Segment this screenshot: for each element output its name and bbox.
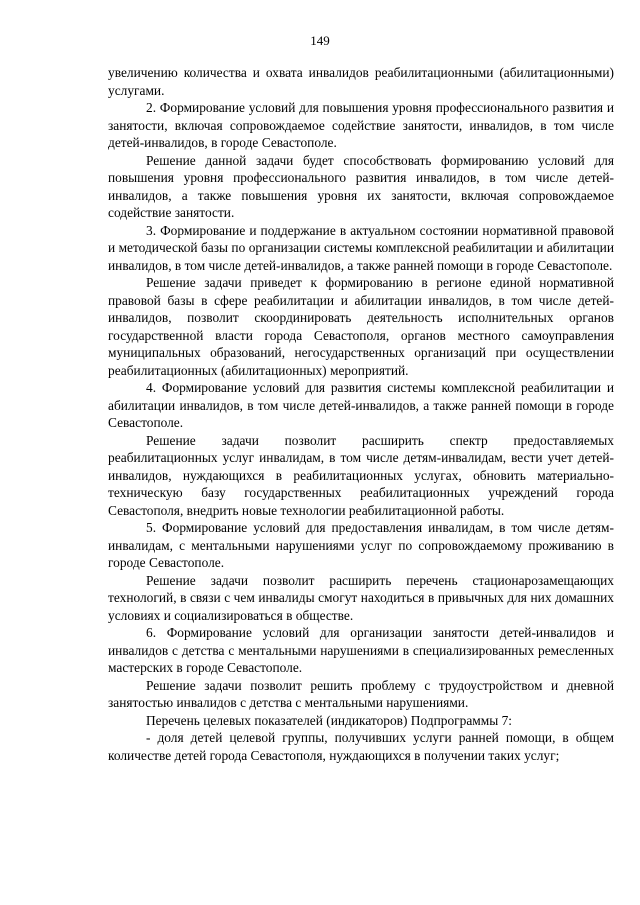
paragraph-indicators-heading: Перечень целевых показателей (индикаторов) Подпрограммы 7: xyxy=(146,712,512,728)
paragraph-indicator-item: - доля детей целевой группы, получивших услуги ранней помощи, в общем количестве детей города Севастополя, нуждающихся в получении таких услуг; xyxy=(108,730,614,763)
paragraph-task-2: 2. Формирование условий для повышения уровня профессионального развития и занятости, включая сопровождаемое содействие занятости, инвалидов, в том числе детей-инвалидов, в городе Севастополе. xyxy=(108,100,614,150)
paragraph-task-6-solution: Решение задачи позволит решить проблему с трудоустройством и дневной занятостью инвалидов с детства с ментальными нарушениями. xyxy=(108,677,614,710)
paragraph-task-3: 3. Формирование и поддержание в актуальном состоянии нормативной правовой и методической базы по организации системы комплексной реабилитации и абилитации инвалидов, в том числе детей-инвалидов, а также ранней помощи в городе Севастополе. xyxy=(108,222,614,273)
paragraph-continuation: увеличению количества и охвата инвалидов реабилитационными (абилитационными) услугами. xyxy=(108,65,614,98)
paragraph-task-5: 5. Формирование условий для предоставления инвалидам, в том числе детям-инвалидам, с ментальными нарушениями услуг по сопровождаемому проживанию в городе Севастополе. xyxy=(108,520,614,570)
page-number: 149 xyxy=(310,33,330,48)
paragraph-task-4: 4. Формирование условий для развития системы комплексной реабилитации и абилитации инвалидов, в том числе детей-инвалидов, а также ранней помощи в городе Севастополе. xyxy=(108,380,614,430)
paragraph-task-6: 6. Формирование условий для организации занятости детей-инвалидов и инвалидов с детства с ментальными нарушениями в специализированных ремесленных мастерских в городе Севастополе. xyxy=(108,625,614,675)
paragraph-task-5-solution: Решение задачи позволит расширить перечень стационарозамещающих технологий, в связи с чем инвалиды смогут находиться в привычных для них домашних условиях и социализироваться в обществе. xyxy=(108,572,614,623)
paragraph-task-2-solution: Решение данной задачи будет способствовать формированию условий для повышения уровня профессионального развития инвалидов, в том числе детей-инвалидов, а также повышения уровня их занятости, включая сопровождаемое содействие занятости. xyxy=(108,152,614,220)
paragraph-task-3-solution: Решение задачи приведет к формированию в регионе единой нормативной правовой базы в сфере реабилитации и абилитации инвалидов, в том числе детей-инвалидов, позволит скоординировать деятельность исполнительных органов государственной власти города Севастополя, органов местного самоуправления муниципальных образований, негосударственных организаций при осуществлении реабилитационных (абилитационных) мероприятий. xyxy=(108,275,614,378)
document-body xyxy=(108,64,614,764)
paragraph-task-4-solution: Решение задачи позволит расширить спектр предоставляемых реабилитационных услуг инвалидам, в том числе детям-инвалидам, вести учет детей-инвалидов, нуждающихся в реабилитационных услугах, обновить материально-техническую базу государственных реабилитационных учреждений города Севастополя, внедрить новые технологии реабилитационной работы. xyxy=(108,432,614,518)
